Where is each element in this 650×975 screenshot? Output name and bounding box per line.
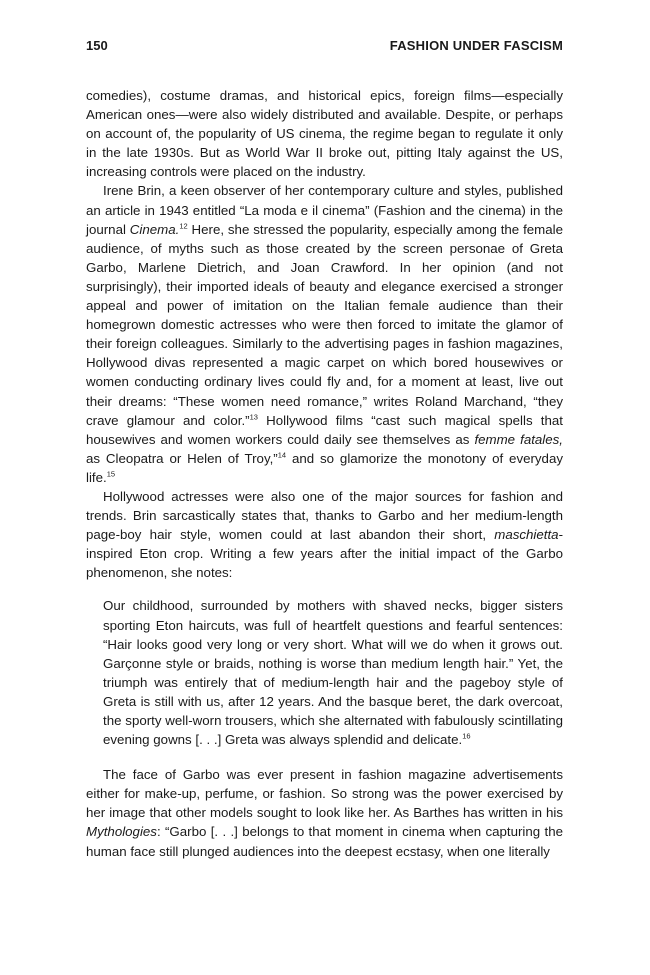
paragraph-2 (86, 181, 563, 487)
p4-text-b: : “Garbo [. . .] belongs to that moment in cinema when capturing the human face still plunged audiences into the deepest ecstasy, when one literally (86, 824, 563, 859)
paragraph-3 (86, 487, 563, 582)
running-title: FASHION UNDER FASCISM (389, 38, 563, 53)
running-header (86, 38, 563, 58)
p2-text-b: Here, she stressed the popularity, especially among the female audience, of myths such as those created by the screen personae of Greta Garbo, Marlene Dietrich, and Joan Crawford. In her opinion (and not surprisingly), their imported ideals of beauty and elegance exercised a stronger appeal and power of imitation on the Italian female audience than their homegrown domestic actresses who were then forced to imitate the glamor of their foreign colleagues. Similarly to the advertising pages in fashion magazines, Hollywood divas represented a magic carpet on which bored housewives or women conducting ordinary lives could fly and, for a moment at least, live out their dreams: “These women need romance,” writes Roland Marchand, “they crave glamour and color.” (86, 221, 563, 428)
footnote-ref-14: 14 (277, 450, 287, 460)
p2-text-c: Hollywood films “cast such magical spells that housewives and women workers could daily see themselves as (86, 412, 563, 447)
paragraph-1 (86, 86, 563, 181)
paragraph-1-text: comedies), costume dramas, and historical epics, foreign films—especially American ones—were also widely distributed and available. Despite, or perhaps on account of, the popularity of US cinema, the regime began to regulate it only in the late 1930s. But as World War II broke out, pitting Italy against the US, increasing controls were placed on the industry. (86, 88, 563, 180)
italic-term-femme-fatales: femme fatales, (474, 431, 563, 447)
block-quote (103, 596, 563, 749)
p3-text-a: Hollywood actresses were also one of the major sources for fashion and trends. Brin sarcastically states that, thanks to Garbo and her medium-length page-boy hair style, women could at last abandon their short, (86, 488, 563, 543)
footnote-ref-16: 16 (462, 731, 471, 741)
paragraph-4 (86, 765, 563, 860)
footnote-ref-12: 12 (179, 221, 188, 231)
p2-text-a: Irene Brin, a keen observer of her contemporary culture and styles, published an article in 1943 entitled “La moda e il cinema” (Fashion and the cinema) in the journal (86, 183, 563, 237)
p2-text-e: and so glamorize the monotony of everyday life. (86, 450, 563, 485)
block-quote-text: Our childhood, surrounded by mothers with shaved necks, bigger sisters sporting Eton haircuts, was full of heartfelt questions and fearful sentences: “Hair looks good very long or very short. What will we do when it grows out. Garçonne style or braids, nothing is worse than medium length hair.” Yet, the triumph was entirely that of medium-length hair and the pageboy style of Greta is still with us, after 12 years. And the basque beret, the dark overcoat, the sporty well-worn trousers, which she alternated with fabulously scintillating evening gowns [. . .] Greta was always splendid and delicate. (103, 598, 563, 748)
p4-text-a: The face of Garbo was ever present in fashion magazine advertisements either for make-up, perfume, or fashion. So strong was the power exercised by her image that other models sought to look like her. As Barthes has written in his (86, 767, 563, 821)
journal-title: Cinema. (129, 221, 180, 237)
body-text (86, 86, 563, 861)
footnote-ref-15: 15 (106, 469, 116, 479)
page-number: 150 (86, 38, 108, 53)
p3-text-b: -inspired Eton crop. Writing a few years after the initial impact of the Garbo phenomenon, she notes: (86, 527, 563, 581)
italic-term-maschietta: maschietta (494, 527, 559, 543)
footnote-ref-13: 13 (249, 412, 258, 422)
p2-text-d: as Cleopatra or Helen of Troy,” (86, 450, 278, 466)
work-title-mythologies: Mythologies (86, 824, 157, 840)
